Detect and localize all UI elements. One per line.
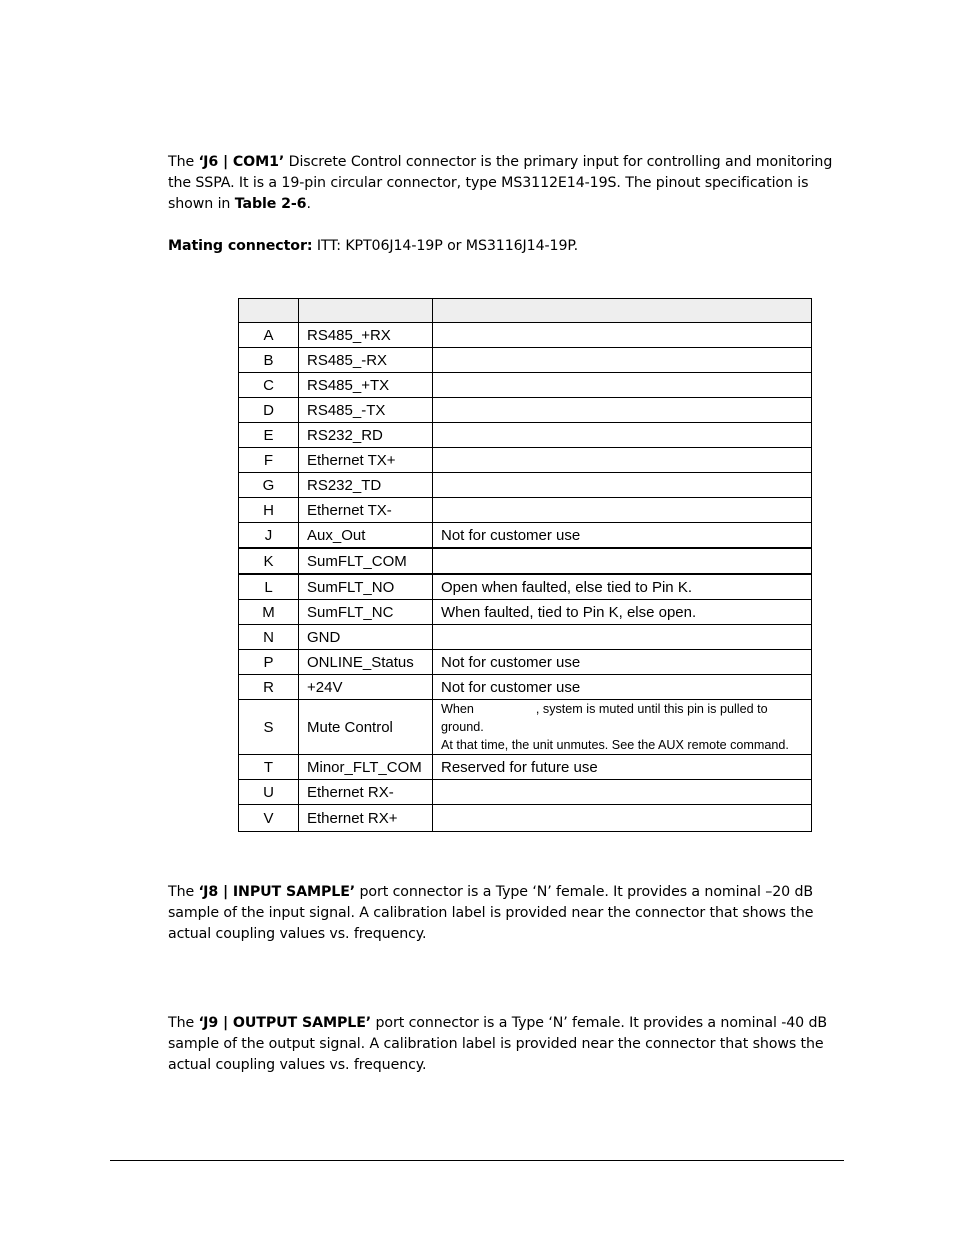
table-row [239, 498, 812, 523]
description-text: When [441, 702, 474, 716]
pin-cell: A [239, 323, 299, 348]
pin-cell: H [239, 498, 299, 523]
table-row [239, 755, 812, 780]
signal-cell: Minor_FLT_COM [299, 755, 433, 780]
table-reference: Table 2-6 [234, 196, 307, 212]
header-cell [239, 299, 299, 323]
j9-intro: The [168, 1015, 199, 1031]
table-row [239, 650, 812, 675]
j6-description [168, 152, 838, 215]
signal-cell: GND [299, 625, 433, 650]
pin-cell: K [239, 548, 299, 574]
description-cell: Reserved for future use [433, 755, 812, 780]
description-cell [433, 548, 812, 574]
j8-intro: The [168, 884, 199, 900]
signal-cell: RS232_RD [299, 423, 433, 448]
j6-connector-ref: ‘J6 | COM1’ [198, 154, 285, 170]
table-row [239, 700, 812, 755]
j8-connector-ref: ‘J8 | INPUT SAMPLE’ [198, 884, 356, 900]
signal-cell: SumFLT_NO [299, 574, 433, 600]
j9-text: port connector is a Type ‘N’ female. It provides a nominal -40 dB sample of the output signal. A calibration label is provided near the connector that shows the actual coupling values vs. frequency. [168, 1015, 828, 1073]
description-cell: Not for customer use [433, 523, 812, 549]
pin-cell: J [239, 523, 299, 549]
pin-cell: T [239, 755, 299, 780]
pin-cell: U [239, 780, 299, 805]
description-cell: Not for customer use [433, 675, 812, 700]
description-cell [433, 323, 812, 348]
signal-cell: Ethernet TX- [299, 498, 433, 523]
table-header-row [239, 299, 812, 323]
signal-cell: Ethernet RX+ [299, 805, 433, 832]
description-cell: Open when faulted, else tied to Pin K. [433, 574, 812, 600]
header-cell [433, 299, 812, 323]
pin-cell: S [239, 700, 299, 755]
pin-cell: G [239, 473, 299, 498]
pin-cell: B [239, 348, 299, 373]
j6-intro: The [168, 154, 199, 170]
description-line [441, 700, 811, 736]
signal-cell: Ethernet TX+ [299, 448, 433, 473]
j6-text: Discrete Control connector is the primary input for controlling and monitoring the SSPA. It is a 19-pin circular connector, type MS3112E14-19S. The pinout specification is shown in [168, 154, 833, 212]
pin-cell: V [239, 805, 299, 832]
table-row [239, 473, 812, 498]
description-cell [433, 398, 812, 423]
signal-cell: RS485_+RX [299, 323, 433, 348]
footer-divider [110, 1160, 844, 1161]
description-cell [433, 625, 812, 650]
signal-cell: SumFLT_NC [299, 600, 433, 625]
signal-cell: Mute Control [299, 700, 433, 755]
description-text: , system is muted until this pin is pulled to ground. [441, 702, 768, 734]
table-row [239, 323, 812, 348]
pin-cell: F [239, 448, 299, 473]
j8-description [168, 882, 838, 945]
j8-text: port connector is a Type ‘N’ female. It provides a nominal –20 dB sample of the input signal. A calibration label is provided near the connector that shows the actual coupling values vs. frequency. [168, 884, 814, 942]
pin-cell: M [239, 600, 299, 625]
pinout-table [238, 298, 812, 832]
table-row [239, 423, 812, 448]
description-cell [433, 805, 812, 832]
table-row [239, 348, 812, 373]
description-cell [433, 498, 812, 523]
pin-cell: C [239, 373, 299, 398]
description-cell [433, 373, 812, 398]
table-row [239, 574, 812, 600]
mating-text: ITT: KPT06J14-19P or MS3116J14-19P. [312, 238, 579, 254]
j6-text-end: . [306, 196, 311, 212]
signal-cell: RS232_TD [299, 473, 433, 498]
signal-cell: RS485_-RX [299, 348, 433, 373]
table-row [239, 780, 812, 805]
table-row [239, 805, 812, 832]
header-cell [299, 299, 433, 323]
pin-cell: L [239, 574, 299, 600]
signal-cell: Aux_Out [299, 523, 433, 549]
table-row [239, 448, 812, 473]
description-line: At that time, the unit unmutes. See the AUX remote command. [441, 738, 789, 752]
signal-cell: ONLINE_Status [299, 650, 433, 675]
signal-cell: +24V [299, 675, 433, 700]
description-cell: When faulted, tied to Pin K, else open. [433, 600, 812, 625]
table-row [239, 398, 812, 423]
signal-cell: SumFLT_COM [299, 548, 433, 574]
j9-description [168, 1013, 838, 1076]
table-row [239, 600, 812, 625]
description-cell [433, 348, 812, 373]
signal-cell: RS485_-TX [299, 398, 433, 423]
table-row [239, 625, 812, 650]
description-cell [433, 448, 812, 473]
table-row [239, 675, 812, 700]
pin-cell: E [239, 423, 299, 448]
pin-cell: D [239, 398, 299, 423]
description-cell [433, 423, 812, 448]
description-cell [433, 780, 812, 805]
pin-cell: P [239, 650, 299, 675]
pin-cell: N [239, 625, 299, 650]
description-cell [433, 473, 812, 498]
mating-connector [168, 236, 838, 257]
j9-connector-ref: ‘J9 | OUTPUT SAMPLE’ [198, 1015, 372, 1031]
table-row [239, 523, 812, 549]
description-cell [433, 700, 812, 755]
signal-cell: RS485_+TX [299, 373, 433, 398]
description-cell: Not for customer use [433, 650, 812, 675]
signal-cell: Ethernet RX- [299, 780, 433, 805]
table-row [239, 548, 812, 574]
table-row [239, 373, 812, 398]
mating-label: Mating connector: [168, 238, 313, 254]
pin-cell: R [239, 675, 299, 700]
